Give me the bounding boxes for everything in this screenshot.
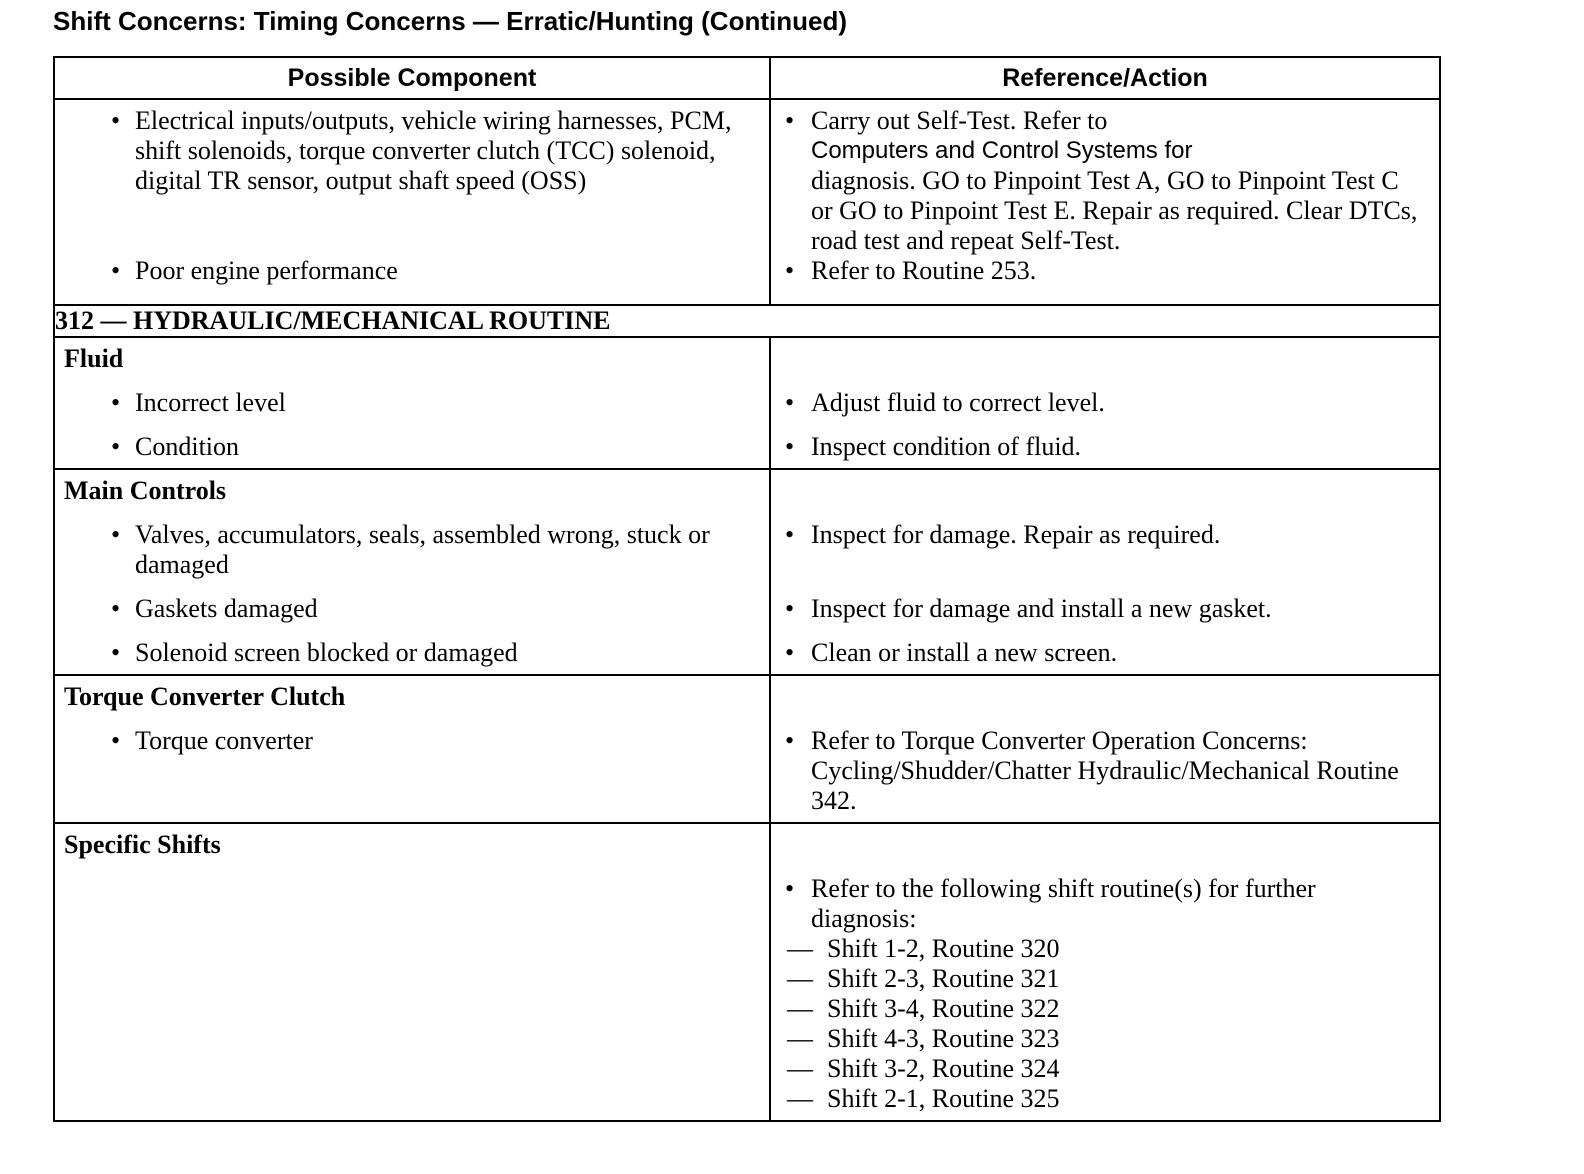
routine-item: — Shift 2-3, Routine 321	[787, 964, 1060, 993]
action-cell	[770, 337, 1440, 469]
group-heading: Fluid	[64, 344, 124, 373]
header-possible-component: Possible Component	[54, 57, 770, 99]
table-row	[54, 337, 1440, 469]
group-heading: Torque Converter Clutch	[64, 682, 346, 711]
component-cell	[54, 675, 770, 823]
page-title: Shift Concerns: Timing Concerns — Erratic/Hunting (Continued)	[53, 6, 847, 36]
component-cell	[54, 99, 770, 305]
list-item: • Torque converter	[111, 726, 313, 755]
table-row	[54, 675, 1440, 823]
action-cell	[770, 675, 1440, 823]
list-item: • Inspect for damage and install a new gasket.	[785, 594, 1272, 623]
section-row	[54, 305, 1440, 337]
list-item: • Inspect for damage. Repair as required.	[785, 520, 1221, 549]
list-item: • Refer to the following shift routine(s) for further diagnosis:	[785, 874, 1316, 933]
action-cell	[770, 469, 1440, 675]
list-item: • Clean or install a new screen.	[785, 638, 1118, 667]
list-item: • Incorrect level	[111, 388, 286, 417]
list-item: • Electrical inputs/outputs, vehicle wiring harnesses, PCM, shift solenoids, torque converter clutch (TCC) solenoid, digital TR sensor, output shaft speed (OSS)	[111, 106, 732, 195]
group-heading: Main Controls	[64, 476, 227, 505]
list-item: • Carry out Self-Test. Refer to Computers and Control Systems for diagnosis. GO to Pinpoint Test A, GO to Pinpoint Test C or GO to Pinpoint Test E. Repair as required. Clear DTCs, road test and repeat Self-Test.	[785, 106, 1418, 255]
list-item: • Valves, accumulators, seals, assembled wrong, stuck or damaged	[111, 520, 710, 579]
table-header-row	[54, 57, 1440, 99]
table-row	[54, 823, 1440, 1121]
list-item: • Poor engine performance	[111, 256, 398, 285]
diagnosis-table	[53, 56, 1441, 1122]
list-item: • Solenoid screen blocked or damaged	[111, 638, 518, 667]
routine-item: — Shift 4-3, Routine 323	[787, 1024, 1060, 1053]
component-cell	[54, 823, 770, 1121]
list-item: • Condition	[111, 432, 240, 461]
routine-item: — Shift 3-2, Routine 324	[787, 1054, 1060, 1083]
routine-item: — Shift 1-2, Routine 320	[787, 934, 1060, 963]
list-item: • Gaskets damaged	[111, 594, 318, 623]
component-cell	[54, 337, 770, 469]
action-cell	[770, 823, 1440, 1121]
routine-item: — Shift 3-4, Routine 322	[787, 994, 1060, 1023]
group-heading: Specific Shifts	[64, 830, 221, 859]
list-item: • Refer to Routine 253.	[785, 256, 1037, 285]
table-row	[54, 469, 1440, 675]
action-cell	[770, 99, 1440, 305]
list-item: • Inspect condition of fluid.	[785, 432, 1082, 461]
table-row	[54, 99, 1440, 305]
header-reference-action: Reference/Action	[770, 57, 1440, 99]
section-heading: 312 — HYDRAULIC/MECHANICAL ROUTINE	[54, 305, 1440, 337]
routine-item: — Shift 2-1, Routine 325	[787, 1084, 1060, 1113]
component-cell	[54, 469, 770, 675]
list-item: • Adjust fluid to correct level.	[785, 388, 1105, 417]
list-item: • Refer to Torque Converter Operation Concerns: Cycling/Shudder/Chatter Hydraulic/Mechanical Routine 342.	[785, 726, 1399, 815]
